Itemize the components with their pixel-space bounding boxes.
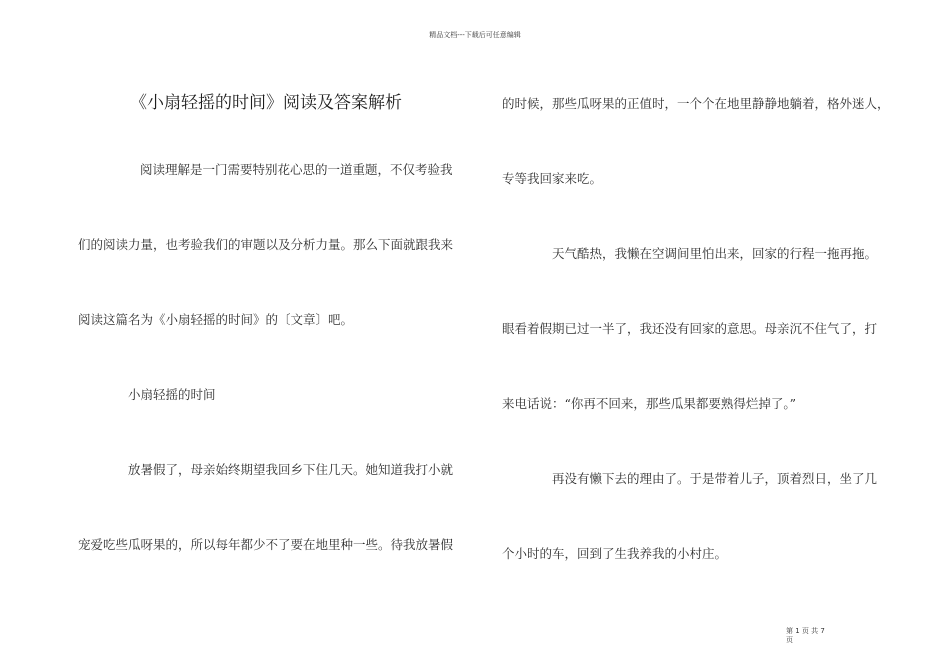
right-line-1: 的时候，那些瓜呀果的正值时，一个个在地里静静地躺着，格外迷人， bbox=[502, 96, 890, 111]
left-line-6: 宠爱吃些瓜呀果的，所以每年都少不了要在地里种一些。待我放暑假 bbox=[78, 537, 454, 552]
right-line-7: 个小时的车，回到了生我养我的小村庄。 bbox=[502, 546, 728, 561]
article-title: 《小扇轻摇的时间》阅读及答案解析 bbox=[130, 93, 402, 113]
page-header: 精品文档---下载后可任意编辑 bbox=[429, 31, 521, 39]
left-line-2: 们的阅读力量，也考验我们的审题以及分析力量。那么下面就跟我来 bbox=[78, 237, 454, 252]
left-line-1: 阅读理解是一门需要特别花心思的一道重题，不仅考验我 bbox=[140, 162, 453, 177]
page-number-line-1: 第 1 页 共 7 bbox=[786, 627, 825, 635]
left-line-3: 阅读这篇名为《小扇轻摇的时间》的〔文章〕吧。 bbox=[78, 312, 354, 327]
left-line-5: 放暑假了，母亲始终期望我回乡下住几天。她知道我打小就 bbox=[128, 462, 454, 477]
right-line-5: 来电话说：“你再不回来，那些瓜果都要熟得烂掉了。” bbox=[502, 396, 797, 411]
left-subheading: 小扇轻摇的时间 bbox=[128, 387, 216, 402]
right-line-6: 再没有懒下去的理由了。于是带着儿子，顶着烈日，坐了几 bbox=[552, 471, 878, 486]
page-number bbox=[786, 627, 825, 645]
page-number-line-2: 页 bbox=[786, 636, 793, 644]
right-line-2: 专等我回家来吃。 bbox=[502, 171, 603, 186]
right-line-4: 眼看着假期已过一半了，我还没有回家的意思。母亲沉不住气了，打 bbox=[502, 321, 878, 336]
right-line-3: 天气酷热，我懒在空调间里怕出来，回家的行程一拖再拖。 bbox=[552, 246, 878, 261]
